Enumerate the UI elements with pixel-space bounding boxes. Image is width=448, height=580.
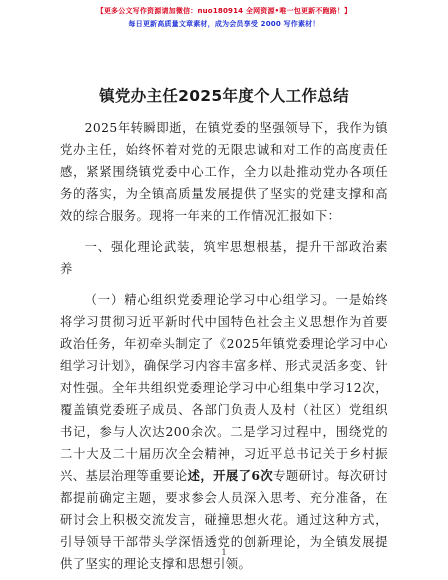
promo-banner-line-1: 【更多公文写作资源请加微信：nuo180914 全网资源•唯一包更新不跑路！】 — [96, 7, 352, 15]
promo-banner — [40, 5, 408, 31]
section-1-paragraph-1 — [60, 289, 388, 575]
promo-banner-line-2: 每日更新高质量文章素材，成为会员享受 2000 写作素材！ — [128, 20, 320, 28]
section-heading-1: 一、强化理论武装，筑牢思想根基，提升干部政治素养 — [60, 240, 388, 276]
paragraph-bold-text: 述，开展了6次 — [187, 468, 274, 483]
paragraph-text-part-2: 专题研讨。每次研讨都提前确定主题，要求参会人员深入思考、充分准备，在研讨会上积极交流发言，碰撞思想火花。通过这种方式，引导领导干部带头学深悟透党的创新理论，为全镇发展提供了坚实的理论支撑和思想引领。 — [60, 469, 388, 571]
paragraph-text-part-1: （一）精心组织党委理论学习中心组学习。一是始终将学习贯彻习近平新时代中国特色社会主义思想作为首要政治任务，年初牵头制定了《2025年镇党委理论学习中心组学习计划》，确保学习内容丰富多样、形式灵活多变、针对性强。全年共组织党委理论学习中心组集中学习12次，覆盖镇党委班子成员、各部门负责人及村（社区）党组织书记，参与人次达200余次。二是学习过程中，围绕党的二十大及二十届历次全会精神，习近平总书记关于乡村振兴、基层治理等重要论 — [60, 293, 388, 483]
document-body — [60, 117, 388, 575]
document-title: 镇党办主任2025年度个人工作总结 — [99, 87, 349, 105]
intro-paragraph: 2025年转瞬即逝，在镇党委的坚强领导下，我作为镇党办主任，始终怀着对党的无限忠诚和对工作的高度责任感，紧紧围绕镇党委中心工作，全力以赴推动党办各项任务的落实，为全镇高质量发展提供了坚实的党建支撑和高效的综合服务。现将一年来的工作情况汇报如下： — [60, 121, 388, 223]
page-number: 1 — [221, 548, 227, 557]
